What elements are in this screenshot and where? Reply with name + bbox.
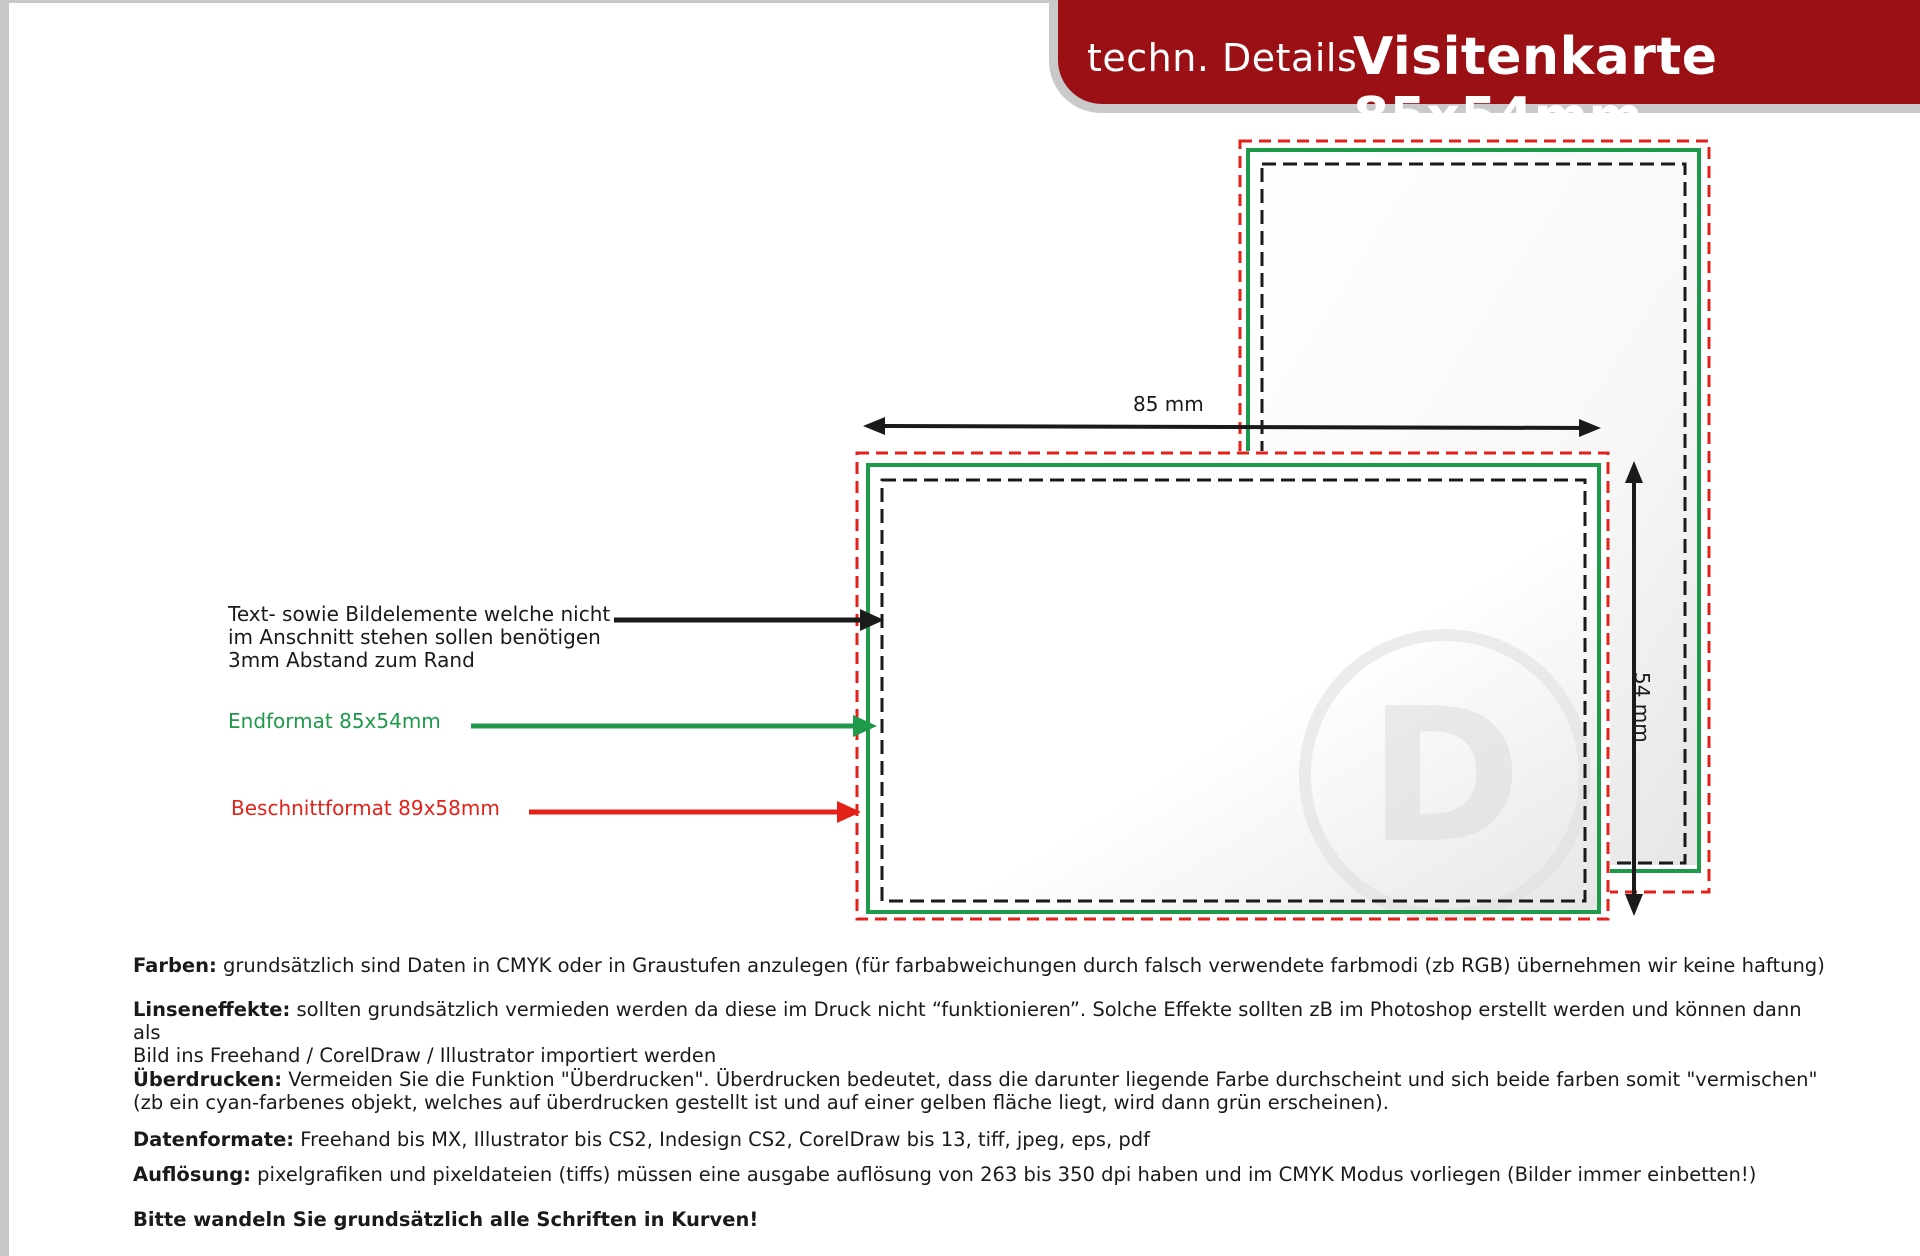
safe-zone-arrow bbox=[614, 609, 884, 631]
guideline-fonts-to-curves: Bitte wandeln Sie grundsätzlich alle Schriften in Kurven! bbox=[133, 1208, 759, 1231]
guideline-data-formats bbox=[133, 1128, 1150, 1151]
guideline-text-cont: Bild ins Freehand / CorelDraw / Illustrator importiert werden bbox=[133, 1044, 717, 1067]
width-label: 85 mm bbox=[1133, 392, 1204, 416]
guideline-overprint bbox=[133, 1068, 1818, 1114]
guideline-colors bbox=[133, 954, 1825, 977]
guideline-text: grundsätzlich sind Daten in CMYK oder in Graustufen anzulegen (für farbabweichungen durch falsch verwendete farbmodi (zb RGB) übernehmen wir keine haftung) bbox=[216, 954, 1825, 977]
guideline-key: Linseneffekte: bbox=[133, 998, 291, 1021]
guideline-text: Vermeiden Sie die Funktion "Überdrucken". Überdrucken bedeutet, dass die darunter liegende Farbe durchscheint und sich beide farben somit "vermischen" bbox=[282, 1068, 1818, 1091]
header-subtitle: techn. Details bbox=[1087, 36, 1358, 80]
bleed-format-callout: Beschnittformat 89x58mm bbox=[231, 796, 500, 820]
logo-letter: D bbox=[1368, 668, 1522, 884]
guideline-text: Freehand bis MX, Illustrator bis CS2, Indesign CS2, CorelDraw bis 13, tiff, jpeg, eps, pdf bbox=[294, 1128, 1150, 1151]
guideline-text: sollten grundsätzlich vermieden werden da diese im Druck nicht “funktionieren”. Solche Effekte sollten zB im Photoshop erstellt werden und können dann als bbox=[133, 998, 1802, 1044]
guideline-key: Datenformate: bbox=[133, 1128, 295, 1151]
safe-zone-callout bbox=[228, 603, 610, 672]
final-format-arrow bbox=[471, 715, 877, 737]
guideline-key: Auflösung: bbox=[133, 1163, 251, 1186]
guideline-key: Überdrucken: bbox=[133, 1068, 283, 1091]
guideline-lens-effects bbox=[133, 998, 1833, 1067]
guideline-key: Farben: bbox=[133, 954, 217, 977]
safe-zone-line-2: im Anschnitt stehen sollen benötigen bbox=[228, 625, 601, 649]
safe-zone-line-3: 3mm Abstand zum Rand bbox=[228, 648, 475, 672]
header-title: Visitenkarte 85x54mm bbox=[1353, 27, 1718, 147]
landscape-card bbox=[855, 451, 1610, 920]
guideline-text: pixelgrafiken und pixeldateien (tiffs) müssen eine ausgabe auflösung von 263 bis 350 dpi haben und im CMYK Modus vorliegen (Bilder immer einbetten!) bbox=[250, 1163, 1757, 1186]
final-format-callout: Endformat 85x54mm bbox=[228, 709, 441, 733]
guideline-resolution bbox=[133, 1163, 1756, 1186]
bleed-format-arrow bbox=[529, 801, 861, 823]
guideline-text-cont: (zb ein cyan-farbenes objekt, welches auf überdrucken gestellt ist und auf einer gelben fläche liegt, wird dann grün erscheinen). bbox=[133, 1091, 1389, 1114]
safe-zone-line-1: Text- sowie Bildelemente welche nicht bbox=[228, 602, 611, 626]
height-label: 54 mm bbox=[1630, 672, 1654, 743]
